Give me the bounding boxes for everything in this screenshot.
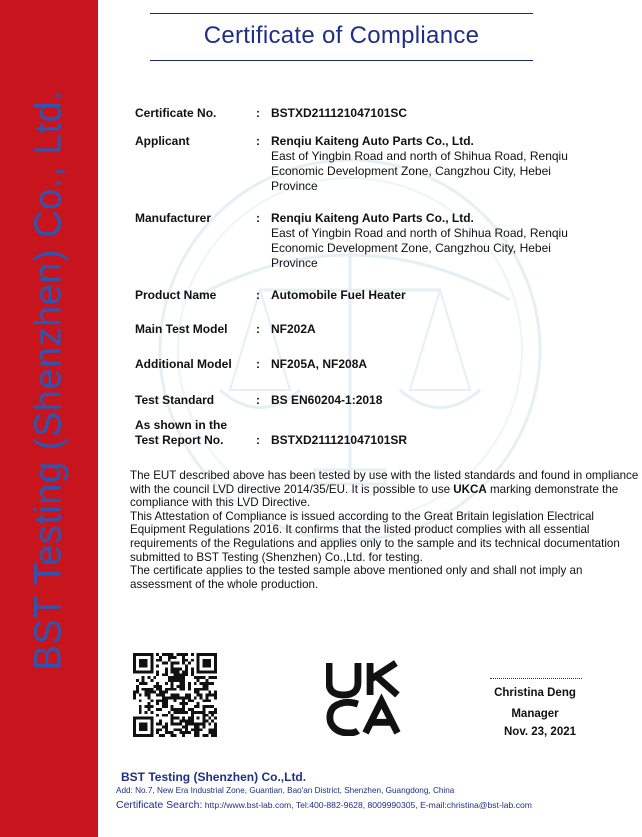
applicant-address-line: Economic Development Zone, Cangzhou City, Hebei bbox=[271, 164, 551, 178]
additional-model-label: Additional Model bbox=[135, 357, 232, 371]
manufacturer-name: Renqiu Kaiteng Auto Parts Co., Ltd. bbox=[271, 211, 474, 225]
ukca-bold-text: UKCA bbox=[453, 482, 487, 496]
statement-text: The EUT described above has been tested by use with the listed standards and found in ompliance with the council LVD directive 2014/35/EU. It is possible to use bbox=[130, 469, 639, 496]
manufacturer-label: Manufacturer bbox=[135, 211, 212, 225]
test-report-label-line: As shown in the bbox=[135, 418, 228, 432]
certificate-no-label: Certificate No. bbox=[135, 106, 217, 120]
manufacturer-address-line: Province bbox=[271, 256, 318, 270]
page-title: Certificate of Compliance bbox=[203, 22, 480, 49]
colon: : bbox=[256, 393, 260, 407]
test-standard-value: BS EN60204-1:2018 bbox=[271, 393, 383, 407]
test-report-label-line: Test Report No. bbox=[135, 433, 224, 447]
signature-date: Nov. 23, 2021 bbox=[503, 726, 577, 738]
footer-contact[interactable]: http://www.bst-lab.com, Tel:400-882-9628, 8009990305, E-mail:christina@bst-lab.com bbox=[202, 800, 532, 810]
manufacturer-address-line: East of Yingbin Road and north of Shihua Road, Renqiu bbox=[271, 226, 568, 240]
statement-paragraph bbox=[130, 469, 640, 510]
colon: : bbox=[256, 134, 260, 148]
manufacturer-value bbox=[271, 211, 611, 271]
colon: : bbox=[256, 357, 260, 371]
statement-paragraph: The certificate applies to the tested sample above mentioned only and shall not imply an assessment of the whole production. bbox=[130, 564, 583, 591]
product-name-label: Product Name bbox=[135, 288, 217, 302]
footer-address: Add: No.7, New Era Industrial Zone, Guantian, Bao'an District, Shenzhen, Guangdong, China bbox=[116, 786, 455, 795]
qr-code-icon[interactable] bbox=[133, 653, 217, 737]
product-name-value: Automobile Fuel Heater bbox=[271, 288, 406, 302]
footer-company bbox=[121, 770, 306, 784]
applicant-address-line: Province bbox=[271, 179, 318, 193]
statement-paragraph: This Attestation of Compliance is issued according to the Great Britain legislation Electrical Equipment Regulations 2016. It confirms that the listed product complies with all essential requirements of the Regulations and applies only to the sample and its technical documentation submitted to BST Testing (Shenzhen) Co.,Ltd. for testing. bbox=[130, 509, 620, 564]
title-top-rule bbox=[150, 13, 533, 14]
statement-text: marking demonstrate the compliance with this LVD Directive. bbox=[130, 482, 619, 510]
manufacturer-address-line: Economic Development Zone, Cangzhou City, Hebei bbox=[271, 241, 551, 255]
applicant-name: Renqiu Kaiteng Auto Parts Co., Ltd. bbox=[271, 134, 474, 148]
certificate-search-label: Certificate Search: bbox=[116, 799, 203, 811]
certificate-no-value: BSTXD211121047101SC bbox=[271, 106, 408, 120]
test-standard-label: Test Standard bbox=[135, 393, 215, 407]
colon: : bbox=[256, 211, 260, 225]
compliance-statement bbox=[130, 469, 640, 591]
red-sidebar bbox=[0, 0, 98, 837]
colon: : bbox=[256, 288, 260, 302]
colon: : bbox=[256, 106, 260, 120]
applicant-label: Applicant bbox=[135, 134, 190, 148]
main-test-model-value: NF202A bbox=[271, 322, 316, 336]
sidebar-company-name: BST Testing (Shenzhen) Co., Ltd. bbox=[27, 89, 70, 671]
signature-line bbox=[490, 678, 582, 679]
test-report-label bbox=[135, 418, 227, 448]
additional-model-value: NF205A, NF208A bbox=[271, 357, 368, 371]
footer-search bbox=[116, 799, 532, 811]
applicant-value bbox=[271, 134, 611, 194]
applicant-address-line: East of Yingbin Road and north of Shihua Road, Renqiu bbox=[271, 149, 568, 163]
colon: : bbox=[256, 322, 260, 336]
colon: : bbox=[256, 433, 260, 447]
title-bottom-rule bbox=[150, 60, 533, 61]
main-test-model-label: Main Test Model bbox=[135, 322, 228, 336]
test-report-value: BSTXD211121047101SR bbox=[271, 433, 408, 447]
signer-name: Christina Deng bbox=[494, 687, 576, 699]
footer-company-text: BST Testing (Shenzhen) Co.,Ltd. bbox=[121, 770, 307, 784]
signer-role: Manager bbox=[511, 708, 559, 720]
ukca-mark-icon bbox=[326, 660, 402, 736]
